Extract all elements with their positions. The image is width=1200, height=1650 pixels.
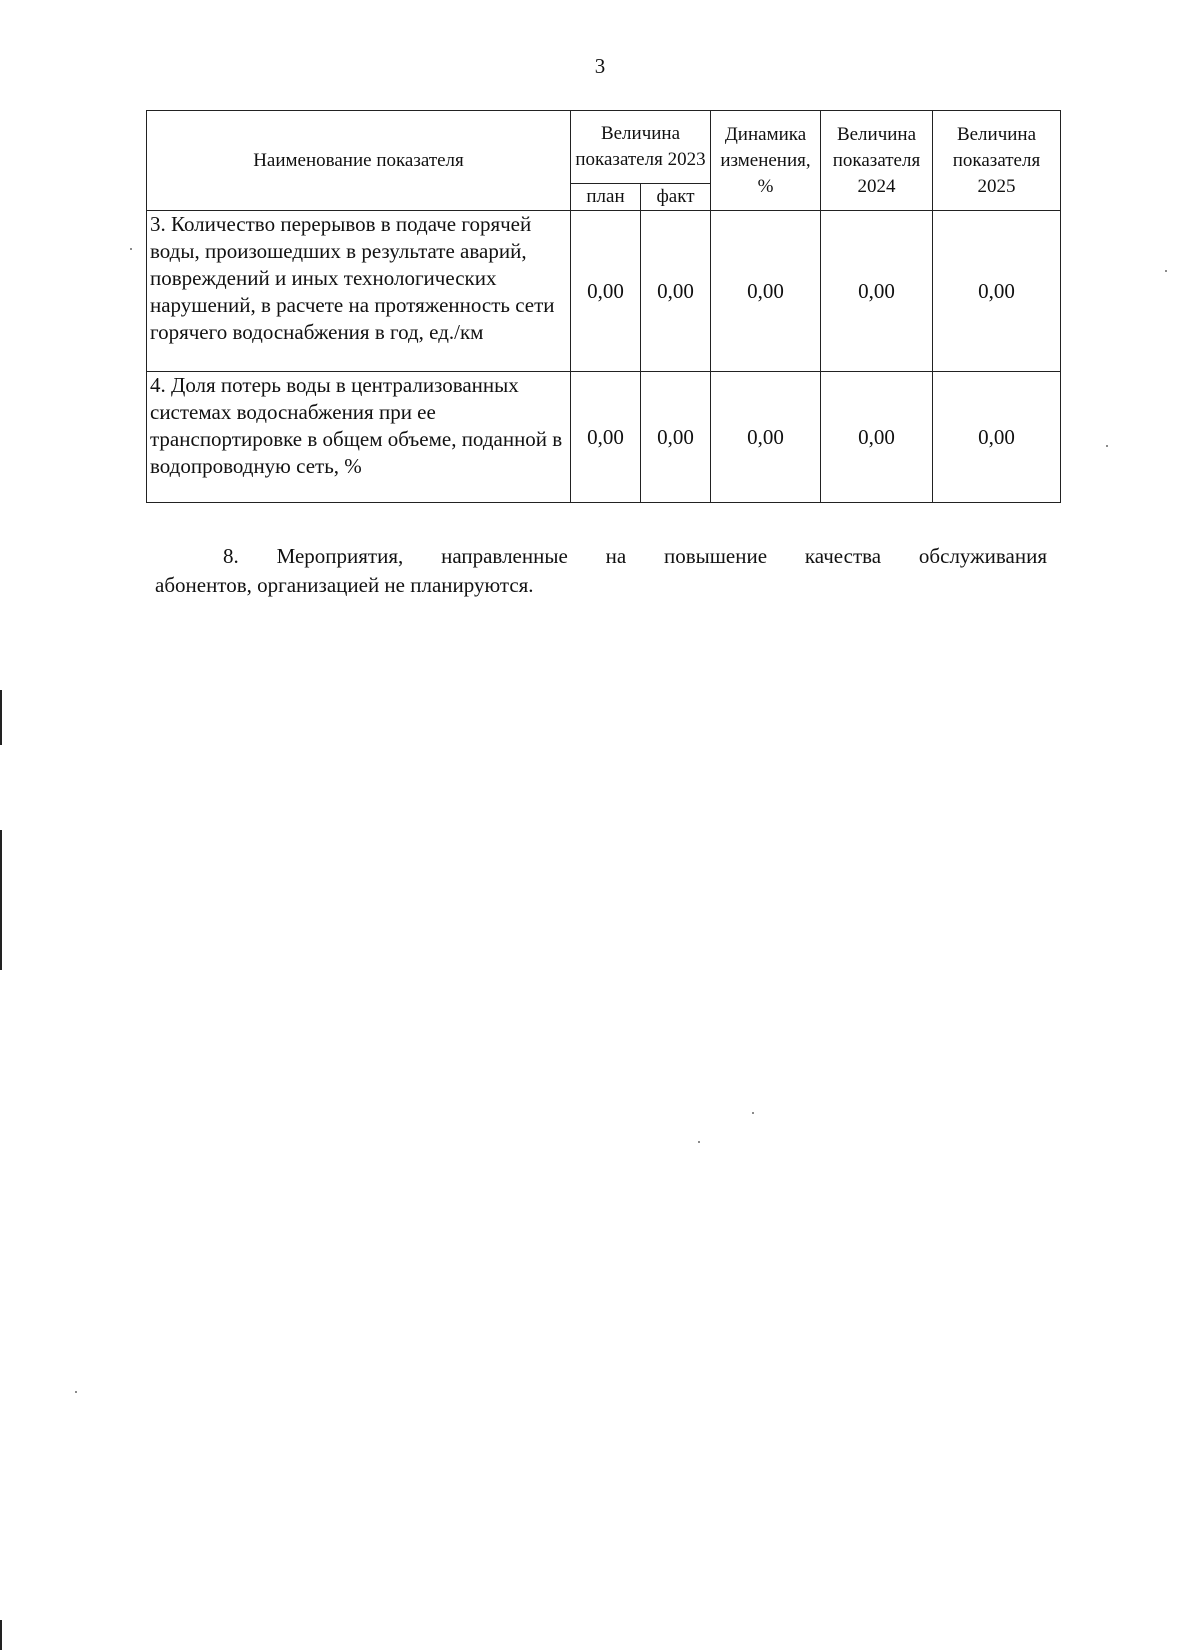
scan-edge-mark <box>0 1620 2 1650</box>
value-2024: 0,00 <box>821 211 933 372</box>
page-number: 3 <box>594 54 606 78</box>
table-row <box>147 211 1061 372</box>
header-dynamics: Динамика изменения, % <box>711 111 821 211</box>
header-fact: факт <box>641 184 711 211</box>
header-value-2025: Величина показателя 2025 <box>933 111 1061 211</box>
header-indicator-name: Наименование показателя <box>147 111 571 211</box>
header-plan: план <box>571 184 641 211</box>
value-2025: 0,00 <box>933 372 1061 503</box>
scan-speck <box>752 1112 754 1114</box>
scan-edge-mark <box>0 830 2 970</box>
indicator-name: 3. Количество перерывов в подаче горячей воды, произошедших в результате аварий, повреждений и иных технологических нарушений, в расчете на протяженность сети горячего водоснабжения в год, ед./км <box>147 211 571 372</box>
scan-speck <box>130 248 132 250</box>
value-2024: 0,00 <box>821 372 933 503</box>
scan-edge-mark <box>0 690 2 745</box>
table-row <box>147 372 1061 503</box>
dynamics-value: 0,00 <box>711 211 821 372</box>
fact-value: 0,00 <box>641 372 711 503</box>
header-value-2024: Величина показателя 2024 <box>821 111 933 211</box>
scan-speck <box>1106 445 1108 447</box>
header-value-2023: Величина показателя 2023 <box>571 111 711 184</box>
paragraph-line-1: 8. Мероприятия, направленные на повышение качества обслуживания <box>223 544 1047 568</box>
scan-speck <box>1165 270 1167 272</box>
fact-value: 0,00 <box>641 211 711 372</box>
value-2025: 0,00 <box>933 211 1061 372</box>
paragraph-line-2: абонентов, организацией не планируются. <box>155 573 534 597</box>
measures-paragraph <box>155 542 1047 600</box>
scan-speck <box>698 1141 700 1143</box>
indicator-name: 4. Доля потерь воды в централизованных системах водоснабжения при ее транспортировке в общем объеме, поданной в водопроводную сеть, % <box>147 372 571 503</box>
plan-value: 0,00 <box>571 211 641 372</box>
plan-value: 0,00 <box>571 372 641 503</box>
scan-speck <box>75 1391 77 1393</box>
dynamics-value: 0,00 <box>711 372 821 503</box>
indicators-table <box>146 110 1061 503</box>
